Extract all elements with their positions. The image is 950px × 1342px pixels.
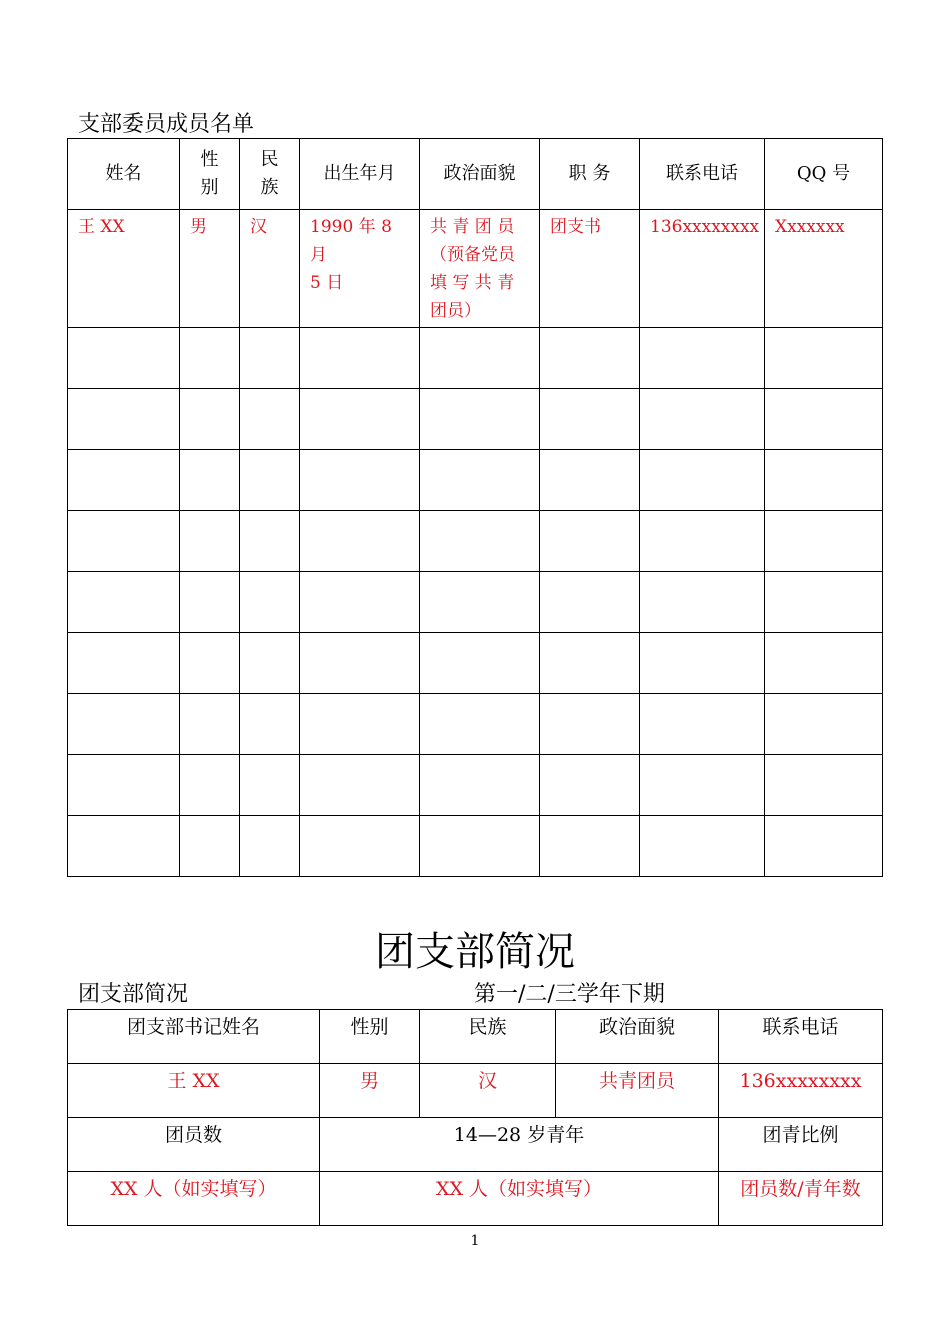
roster-table (67, 138, 883, 877)
header-position: 职 务 (540, 139, 640, 210)
header-youth-count: 14—28 岁青年 (320, 1118, 719, 1172)
header-gender-line-2: 别 (200, 177, 219, 198)
member-count: XX 人（如实填写） (68, 1172, 320, 1226)
roster-empty-row (68, 450, 883, 511)
header-ratio: 团青比例 (719, 1118, 883, 1172)
header-ethnicity (240, 139, 300, 210)
secretary-name: 王 XX (68, 1064, 320, 1118)
cell-position: 团支书 (540, 210, 640, 328)
header-secretary-name: 团支部书记姓名 (68, 1010, 320, 1064)
summary-header-row (68, 1010, 883, 1064)
youth-count: XX 人（如实填写） (320, 1172, 719, 1226)
secretary-ethnicity: 汉 (420, 1064, 556, 1118)
cell-political-line-4: 团员） (430, 301, 481, 321)
cell-political-line-1: 共 青 团 员 (430, 217, 515, 237)
secretary-phone: 136xxxxxxxx (719, 1064, 883, 1118)
header-ethnicity-line-1: 民 (260, 149, 279, 170)
roster-header-row (68, 139, 883, 210)
page-number: 1 (470, 1233, 480, 1249)
header-ethnicity-line-2: 族 (260, 177, 279, 198)
cell-ethnicity: 汉 (240, 210, 300, 328)
header-gender-line-1: 性 (200, 149, 219, 170)
cell-name: 王 XX (68, 210, 180, 328)
header-ethnicity: 民族 (420, 1010, 556, 1064)
roster-empty-row (68, 816, 883, 877)
school-term-caption: 第一/二/三学年下期 (474, 982, 665, 1007)
cell-gender: 男 (180, 210, 240, 328)
header-gender: 性别 (320, 1010, 420, 1064)
header-phone: 联系电话 (640, 139, 765, 210)
cell-political-line-2: （预备党员 (430, 245, 515, 265)
cell-birth-line-1: 1990 年 8 月 (310, 217, 392, 265)
cell-birth (300, 210, 420, 328)
roster-empty-row (68, 633, 883, 694)
secretary-political: 共青团员 (556, 1064, 719, 1118)
stats-header-row (68, 1118, 883, 1172)
header-political: 政治面貌 (556, 1010, 719, 1064)
roster-empty-row (68, 572, 883, 633)
cell-birth-line-2: 5 日 (310, 273, 344, 293)
summary-table (67, 1009, 883, 1226)
roster-caption: 支部委员成员名单 (78, 112, 255, 137)
header-name: 姓名 (68, 139, 180, 210)
header-political: 政治面貌 (420, 139, 540, 210)
secretary-row (68, 1064, 883, 1118)
header-qq: QQ 号 (765, 139, 883, 210)
summary-caption: 团支部简况 (78, 982, 189, 1007)
cell-political-line-3: 填 写 共 青 (430, 273, 515, 293)
header-phone: 联系电话 (719, 1010, 883, 1064)
header-gender (180, 139, 240, 210)
cell-phone: 136xxxxxxxx (640, 210, 765, 328)
header-birth: 出生年月 (300, 139, 420, 210)
roster-example-row (68, 210, 883, 328)
roster-empty-row (68, 328, 883, 389)
roster-empty-row (68, 755, 883, 816)
member-youth-ratio: 团员数/青年数 (719, 1172, 883, 1226)
cell-qq: Xxxxxxx (765, 210, 883, 328)
cell-political (420, 210, 540, 328)
roster-empty-row (68, 694, 883, 755)
header-member-count: 团员数 (68, 1118, 320, 1172)
roster-empty-row (68, 511, 883, 572)
page-title: 团支部简况 (375, 929, 575, 975)
roster-empty-row (68, 389, 883, 450)
stats-value-row (68, 1172, 883, 1226)
secretary-gender: 男 (320, 1064, 420, 1118)
